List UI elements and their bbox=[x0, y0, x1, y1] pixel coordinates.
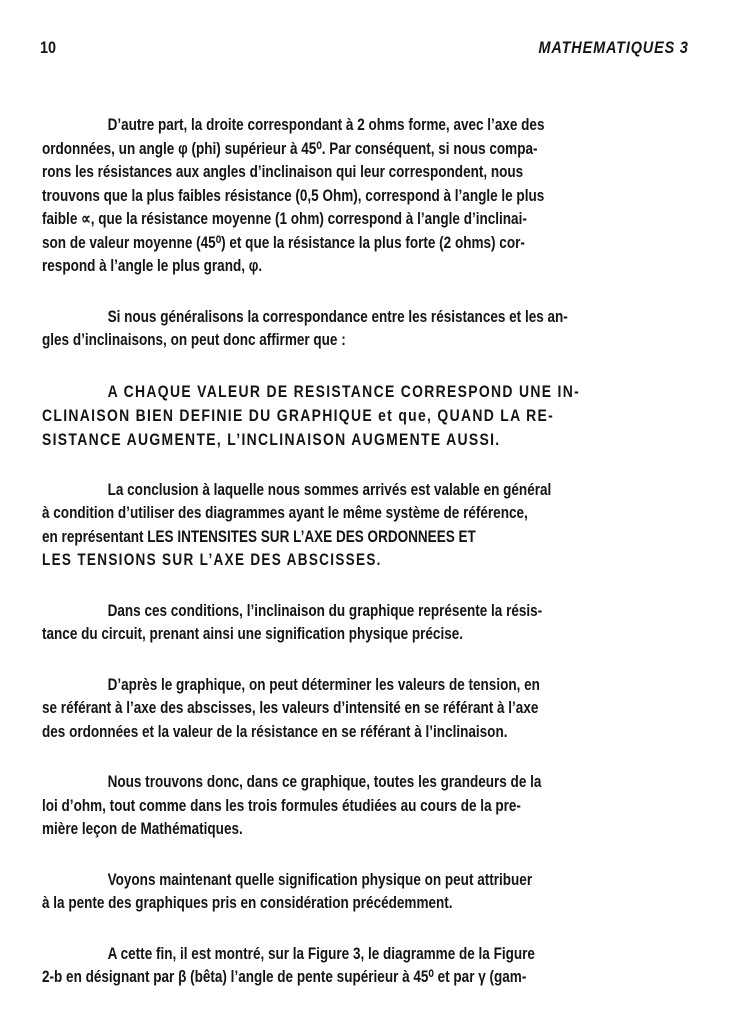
text-line: A CHAQUE VALEUR DE RESISTANCE CORRESPOND UNE IN- bbox=[107, 381, 581, 401]
text-line: à condition d’utiliser des diagrammes ayant le même système de référence, bbox=[42, 504, 528, 522]
page-header bbox=[40, 38, 689, 62]
paragraph-resistance-angles bbox=[42, 114, 702, 279]
page-number: 10 bbox=[40, 38, 57, 57]
text-line: tance du circuit, prenant ainsi une signification physique précise. bbox=[42, 625, 464, 643]
text-line: Voyons maintenant quelle signification physique on peut attribuer bbox=[107, 870, 533, 889]
body-text bbox=[42, 114, 702, 1017]
running-title: MATHEMATIQUES 3 bbox=[538, 38, 689, 57]
text-line: se référant à l’axe des abscisses, les valeurs d’intensité en se référant à l’axe bbox=[42, 699, 539, 717]
text-line: La conclusion à laquelle nous sommes arrivés est valable en général bbox=[107, 480, 552, 499]
text-line: CLINAISON BIEN DEFINIE DU GRAPHIQUE et que, QUAND LA RE- bbox=[42, 405, 555, 425]
paragraph-figure-3 bbox=[42, 943, 702, 990]
text-line: SISTANCE AUGMENTE, L’INCLINAISON AUGMENTE AUSSI. bbox=[42, 429, 501, 449]
text-line: D’autre part, la droite correspondant à 2 ohms forme, avec l’axe des bbox=[107, 116, 545, 134]
paragraph-reading-graph bbox=[42, 674, 702, 745]
paragraph-slope-meaning bbox=[42, 869, 702, 916]
paragraph-rule-statement bbox=[42, 380, 702, 452]
text-line: Nous trouvons donc, dans ce graphique, toutes les grandeurs de la bbox=[107, 773, 542, 791]
text-line: D’après le graphique, on peut déterminer les valeurs de tension, en bbox=[107, 675, 540, 694]
text-line: rons les résistances aux angles d’inclinaison qui leur correspondent, nous bbox=[42, 163, 524, 181]
text-line: ordonnées, un angle φ (phi) supérieur à 45⁰. Par conséquent, si nous compa- bbox=[42, 139, 538, 158]
text-line: Dans ces conditions, l’inclinaison du graphique représente la résis- bbox=[107, 601, 543, 620]
text-line: à la pente des graphiques pris en considération précédemment. bbox=[42, 894, 453, 912]
text-line: des ordonnées et la valeur de la résistance en se référant à l’inclinaison. bbox=[42, 722, 508, 741]
paragraph-conditions bbox=[42, 600, 702, 647]
paragraph-ohms-law bbox=[42, 771, 702, 842]
text-line: LES TENSIONS SUR L’AXE DES ABSCISSES. bbox=[42, 551, 382, 569]
text-line: gles d’inclinaisons, on peut donc affirmer que : bbox=[42, 331, 346, 349]
text-line: son de valeur moyenne (45⁰) et que la résistance la plus forte (2 ohms) cor- bbox=[42, 233, 525, 252]
text-line: en représentant LES INTENSITES SUR L’AXE DES ORDONNEES ET bbox=[42, 527, 476, 546]
text-line: loi d’ohm, tout comme dans les trois formules étudiées au cours de la pre- bbox=[42, 796, 521, 815]
text-line: respond à l’angle le plus grand, φ. bbox=[42, 257, 263, 275]
text-line: Si nous généralisons la correspondance entre les résistances et les an- bbox=[107, 307, 568, 326]
text-line: A cette fin, il est montré, sur la Figure 3, le diagramme de la Figure bbox=[107, 944, 535, 963]
paragraph-generalisation bbox=[42, 306, 702, 353]
paragraph-conclusion bbox=[42, 479, 702, 573]
text-line: faible ∝, que la résistance moyenne (1 ohm) correspond à l’angle d’inclinai- bbox=[42, 210, 527, 228]
text-line: 2-b en désignant par β (bêta) l’angle de pente supérieur à 45⁰ et par γ (gam- bbox=[42, 968, 527, 986]
text-line: trouvons que la plus faibles résistance (0,5 Ohm), correspond à l’angle le plus bbox=[42, 186, 545, 205]
text-line: mière leçon de Mathématiques. bbox=[42, 820, 243, 838]
